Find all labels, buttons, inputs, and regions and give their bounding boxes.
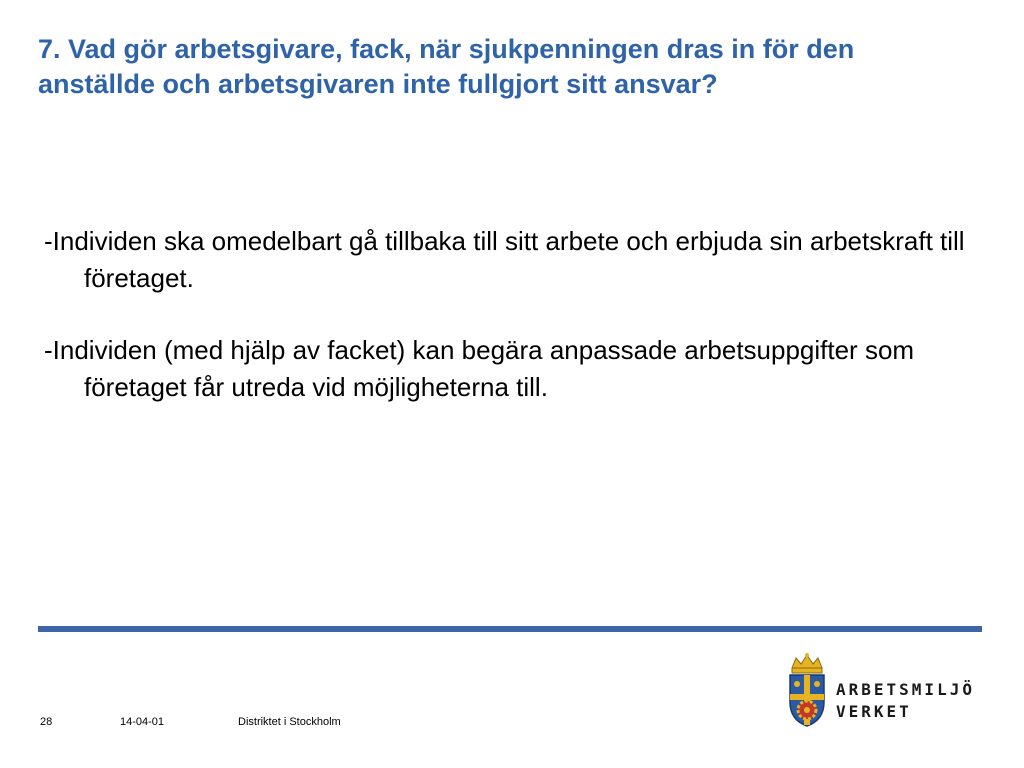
- page-number: 28: [40, 716, 53, 728]
- coat-of-arms-icon: [782, 650, 832, 730]
- logo-text-line1: ARBETSMILJÖ: [836, 680, 975, 699]
- footer-divider: [38, 626, 982, 632]
- logo-text-line2: VERKET: [836, 702, 912, 721]
- arbetsmiljoverket-logo: [782, 650, 982, 730]
- slide-title: 7. Vad gör arbetsgivare, fack, när sjukpenningen dras in för den anställde och arbetsgivaren inte fullgjort sitt ansvar?: [38, 34, 855, 99]
- footer-date: 14-04-01: [120, 716, 165, 728]
- bullet-point: -Individen ska omedelbart gå tillbaka till sitt arbete och erbjuda sin arbetskraft till företaget.: [44, 226, 965, 293]
- bullet-point: -Individen (med hjälp av facket) kan begära anpassade arbetsuppgifter som företaget får utreda vid möjligheterna till.: [44, 335, 915, 402]
- footer-organization: Distriktet i Stockholm: [238, 716, 341, 728]
